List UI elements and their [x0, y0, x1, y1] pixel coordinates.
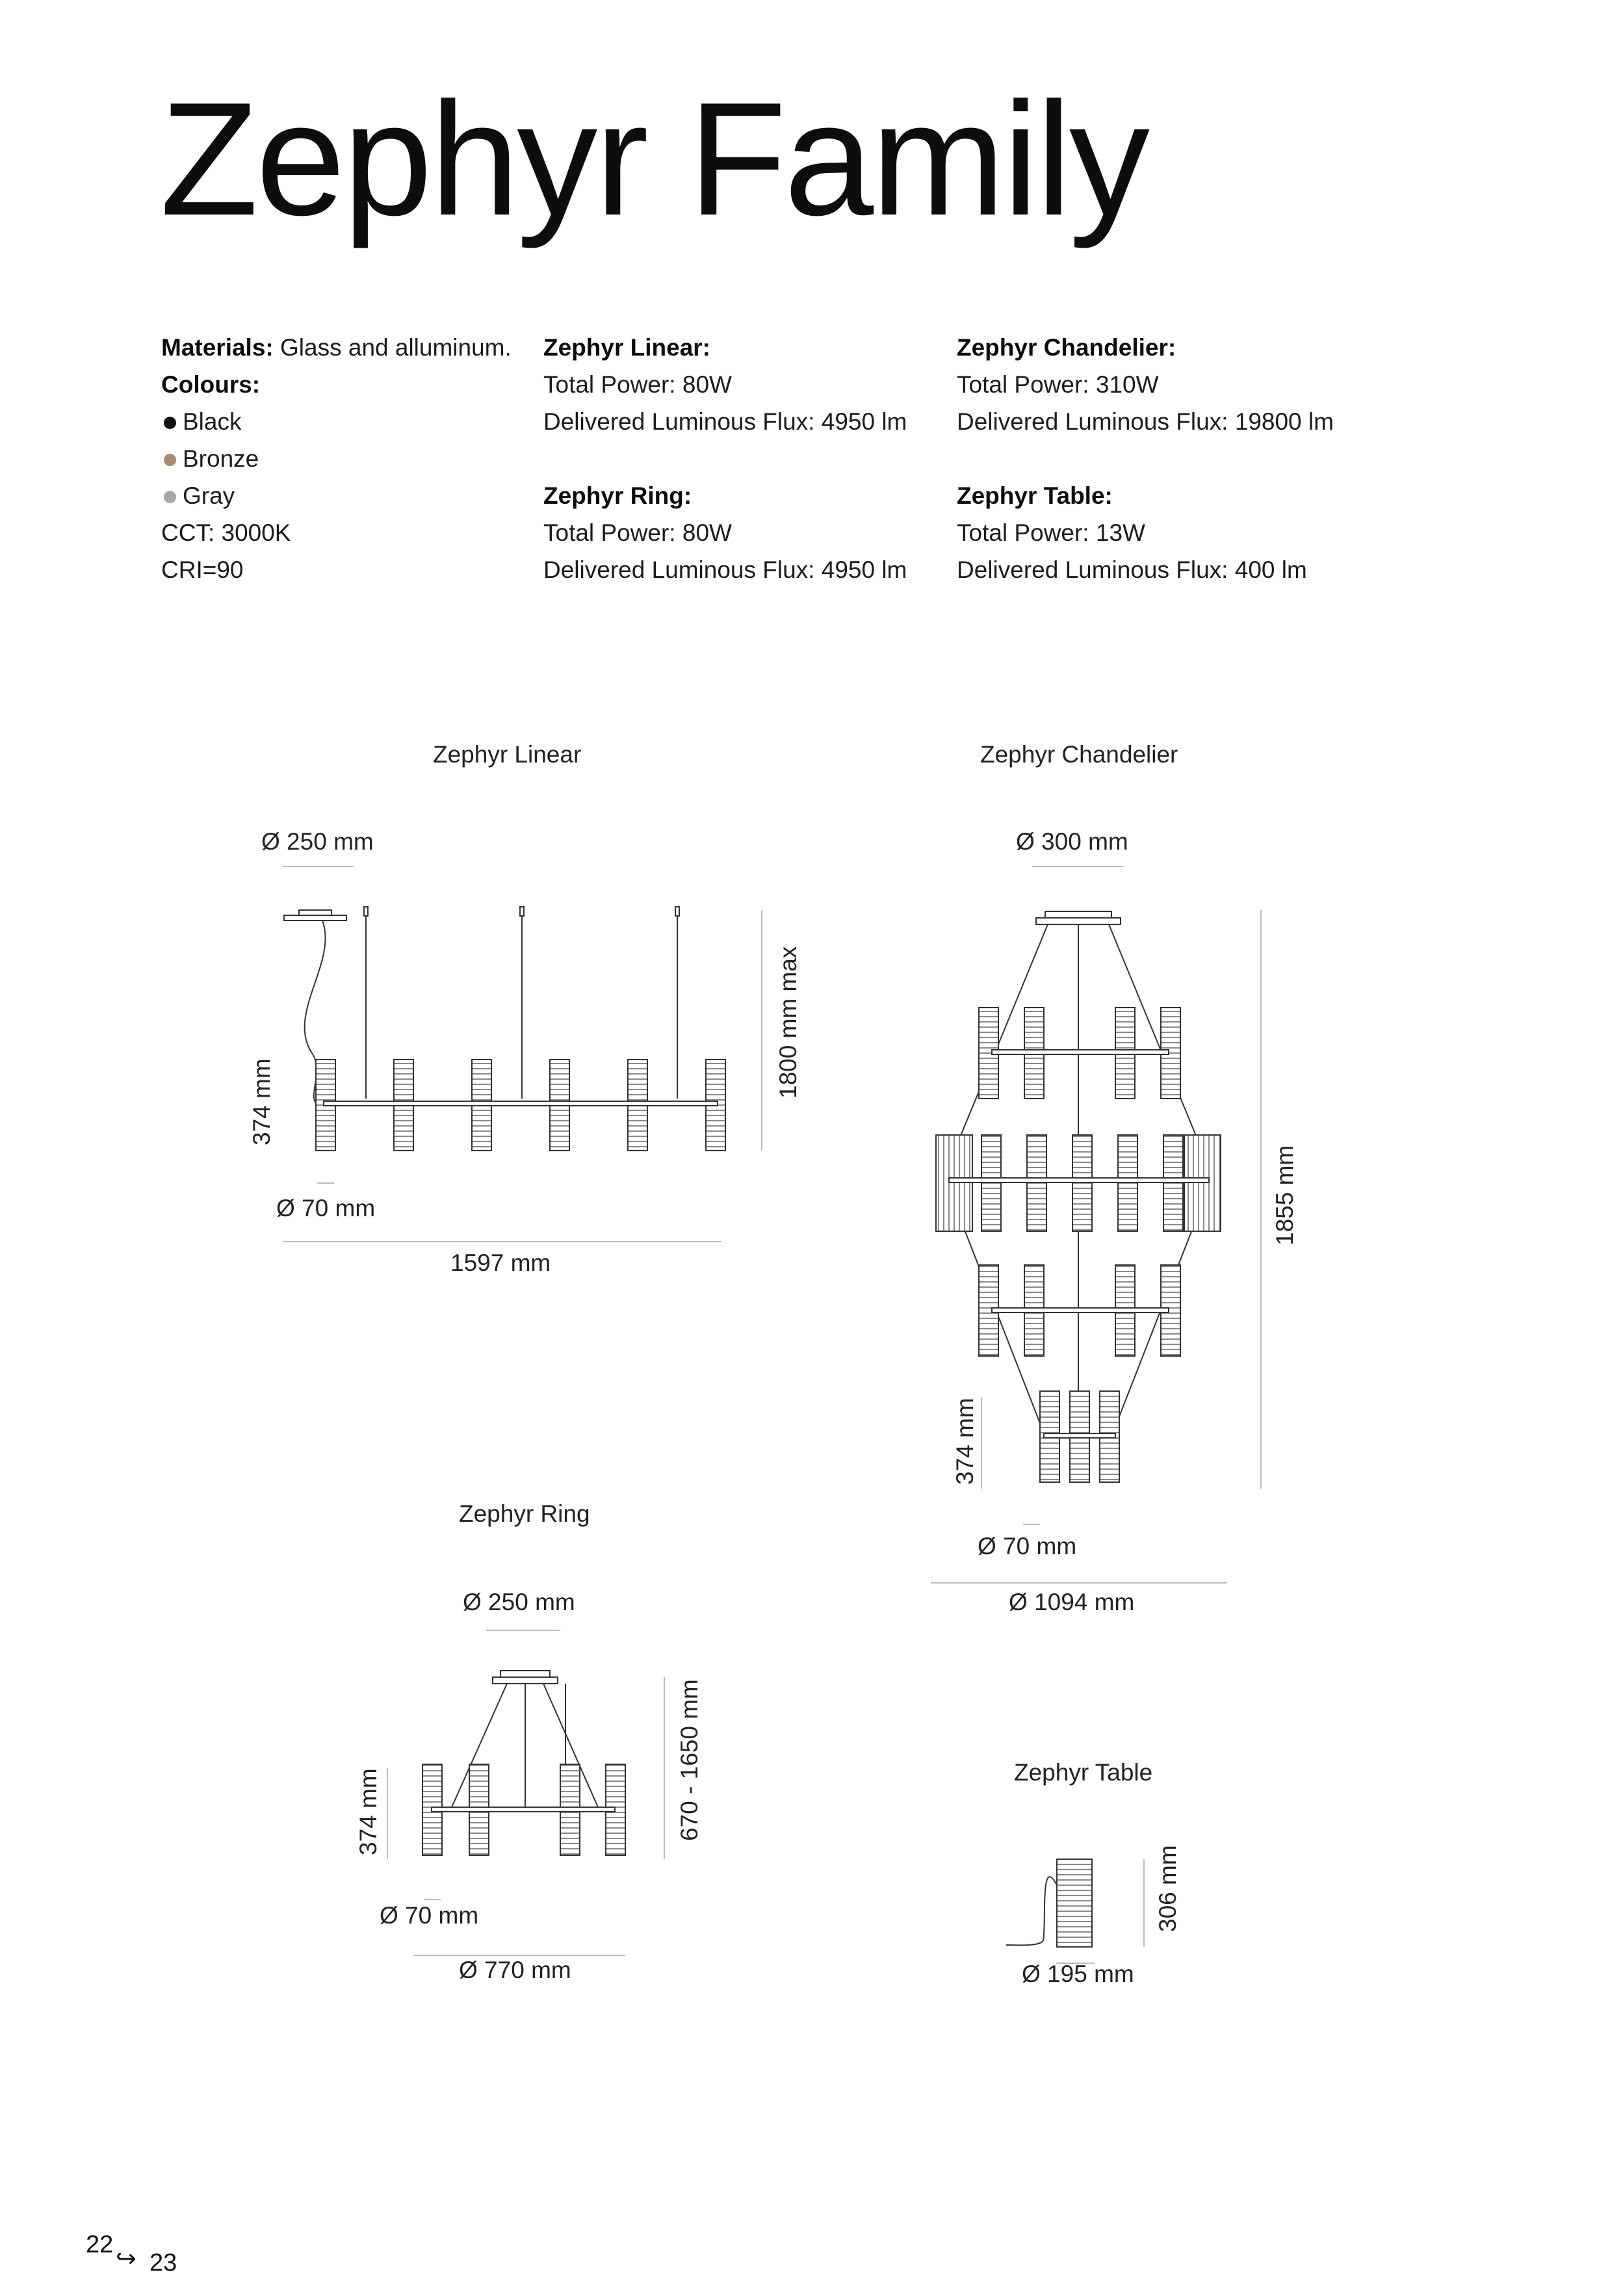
- chandelier-label: Zephyr Chandelier: [980, 741, 1178, 768]
- table-label: Zephyr Table: [1014, 1759, 1153, 1786]
- colours-label: Colours:: [161, 371, 261, 398]
- ring-diameter-dim: Ø 770 mm: [459, 1957, 571, 1983]
- table-heading: Zephyr Table:: [957, 482, 1113, 509]
- table-drawing: [1006, 1859, 1144, 1963]
- table-height-dim: 306 mm: [1154, 1845, 1181, 1932]
- linear-drop-dim: 1800 mm max: [775, 946, 801, 1099]
- linear-height-dim: 374 mm: [248, 1058, 275, 1145]
- linear-heading: Zephyr Linear:: [543, 334, 710, 361]
- page-number-left: 22: [86, 2231, 114, 2258]
- page-turn-arrow-icon: ↪: [116, 2244, 136, 2273]
- chandelier-diameter-dim: Ø 1094 mm: [1009, 1589, 1135, 1615]
- ring-canopy-dim: Ø 250 mm: [463, 1589, 575, 1615]
- ring-drop-dim: 670 - 1650 mm: [676, 1679, 703, 1841]
- chandelier-tube-dim: Ø 70 mm: [978, 1533, 1077, 1559]
- linear-tube-dim: Ø 70 mm: [276, 1195, 376, 1221]
- table-flux: Delivered Luminous Flux: 400 lm: [957, 556, 1307, 583]
- chandelier-overall-dim: 1855 mm: [1271, 1145, 1298, 1246]
- materials-label: Materials:: [161, 334, 274, 361]
- linear-length-dim: 1597 mm: [450, 1249, 551, 1276]
- table-power: Total Power: 13W: [957, 519, 1145, 546]
- colour-item-black: Black: [161, 403, 525, 440]
- ring-power: Total Power: 80W: [543, 519, 732, 546]
- linear-power: Total Power: 80W: [543, 371, 732, 398]
- linear-label: Zephyr Linear: [433, 741, 582, 768]
- ring-tube-dim: Ø 70 mm: [380, 1902, 479, 1929]
- colour-item-gray: Gray: [161, 477, 525, 514]
- ring-heading: Zephyr Ring:: [543, 482, 692, 509]
- chandelier-flux: Delivered Luminous Flux: 19800 lm: [957, 408, 1334, 435]
- table-diameter-dim: Ø 195 mm: [1022, 1961, 1134, 1987]
- ring-height-dim: 374 mm: [355, 1768, 382, 1855]
- linear-flux: Delivered Luminous Flux: 4950 lm: [543, 408, 907, 435]
- chandelier-heading: Zephyr Chandelier:: [957, 334, 1176, 361]
- chandelier-power: Total Power: 310W: [957, 371, 1159, 398]
- colour-item-bronze: Bronze: [161, 440, 525, 477]
- ring-label: Zephyr Ring: [459, 1500, 590, 1527]
- chandelier-canopy-dim: Ø 300 mm: [1016, 828, 1128, 855]
- cri-value: CRI=90: [161, 556, 244, 583]
- cct-value: CCT: 3000K: [161, 519, 291, 546]
- chandelier-drawing: [931, 867, 1261, 1583]
- chandelier-height-dim: 374 mm: [952, 1398, 978, 1485]
- page-number-right: 23: [149, 2249, 177, 2276]
- linear-canopy-dim: Ø 250 mm: [261, 828, 374, 855]
- materials-value: Glass and alluminum.: [280, 334, 512, 361]
- page-title: Zephyr Family: [160, 68, 1147, 249]
- linear-drawing: [283, 867, 762, 1242]
- ring-flux: Delivered Luminous Flux: 4950 lm: [543, 556, 907, 583]
